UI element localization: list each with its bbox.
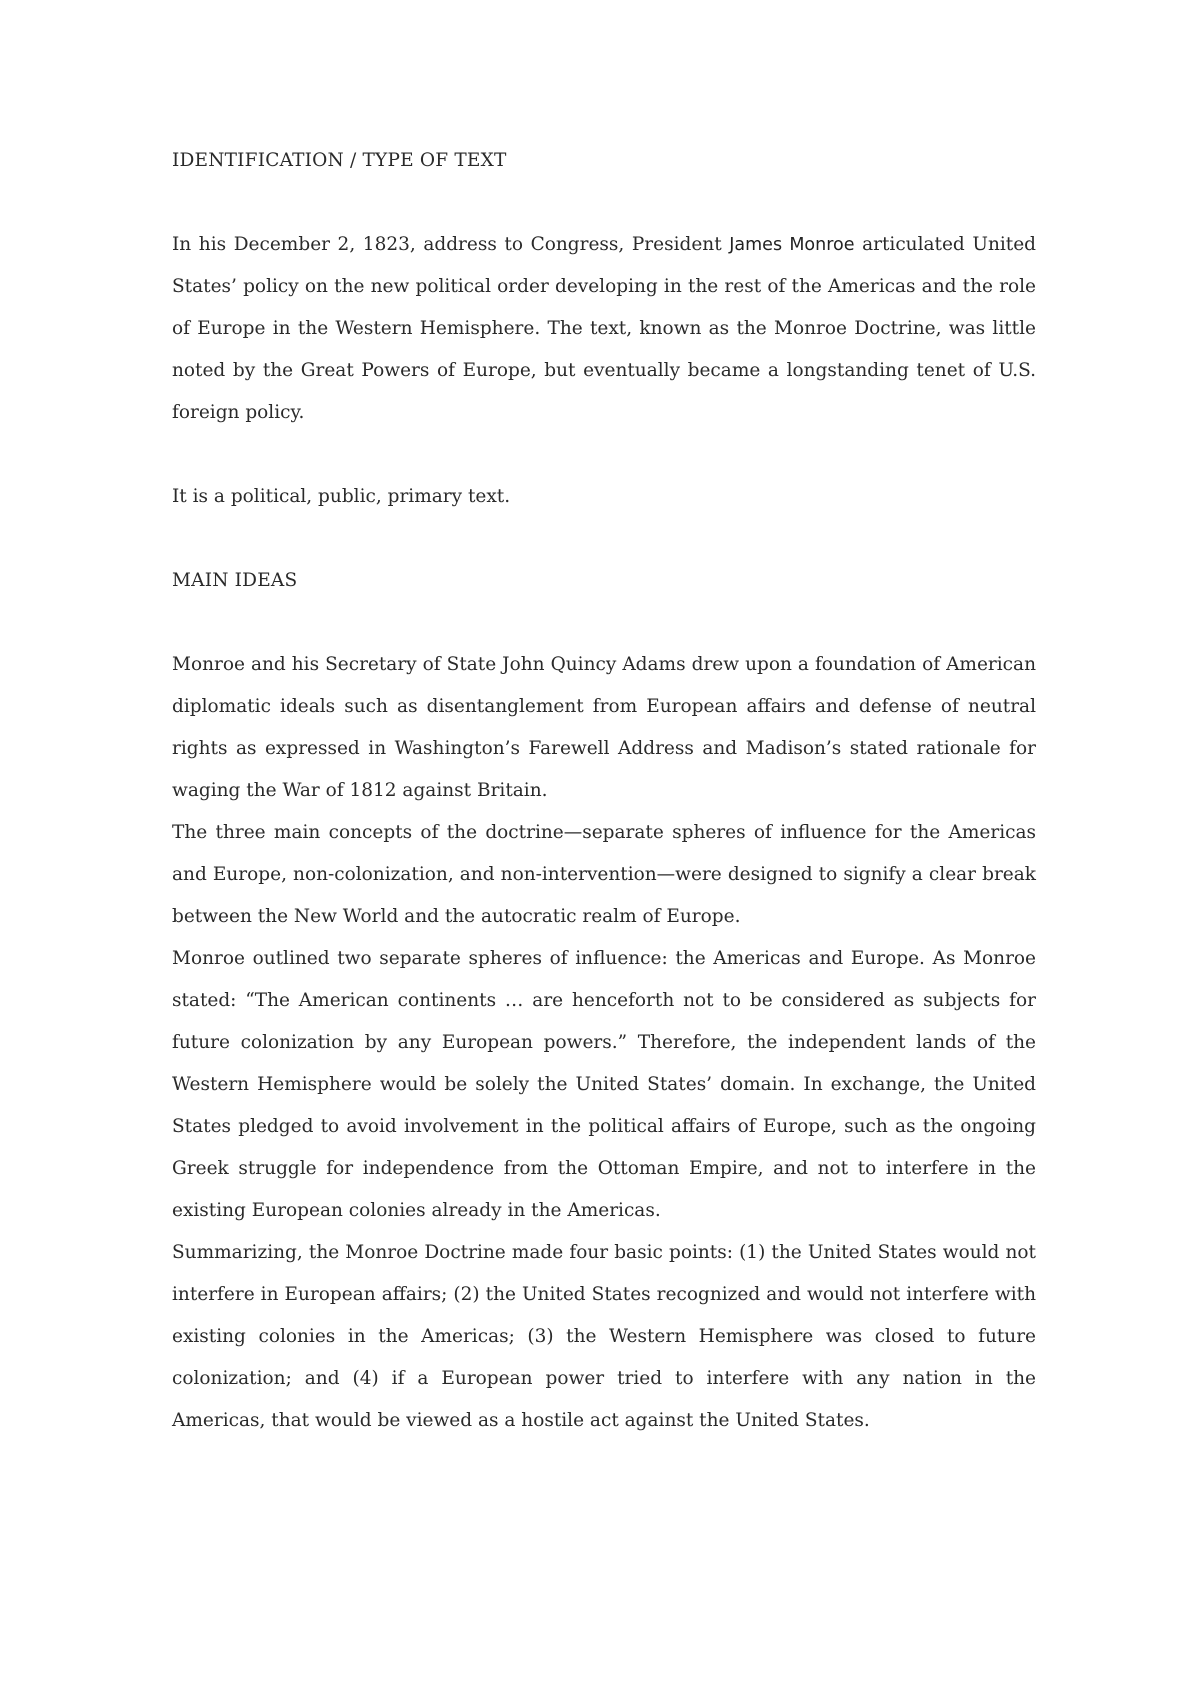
- document-body: [172, 140, 1036, 1442]
- paragraph-main-idea-3: Monroe outlined two separate spheres of influence: the Americas and Europe. As Monroe stated: “The American continents … are henceforth not to be considered as subjects for future colonization by any European powers.” Therefore, the independent lands of the Western Hemisphere would be solely the United States’ domain. In exchange, the United States pledged to avoid involvement in the political affairs of Europe, such as the ongoing Greek struggle for independence from the Ottoman Empire, and not to interfere in the existing European colonies already in the Americas.: [172, 948, 1036, 1221]
- section-heading-identification: IDENTIFICATION / TYPE OF TEXT: [172, 150, 507, 171]
- paragraph-identification: [172, 224, 1036, 434]
- paragraph-main-idea-4: Summarizing, the Monroe Doctrine made four basic points: (1) the United States would not interfere in European affairs; (2) the United States recognized and would not interfere with existing colonies in the Americas; (3) the Western Hemisphere was closed to future colonization; and (4) if a European power tried to interfere with any nation in the Americas, that would be viewed as a hostile act against the United States.: [172, 1242, 1036, 1431]
- section-heading-main-ideas: MAIN IDEAS: [172, 570, 298, 591]
- spacer: [172, 602, 1036, 644]
- spacer: [172, 434, 1036, 476]
- paragraph-main-idea-1: Monroe and his Secretary of State John Quincy Adams drew upon a foundation of American diplomatic ideals such as disentanglement from European affairs and defense of neutral rights as expressed in Washington’s Farewell Address and Madison’s stated rationale for waging the War of 1812 against Britain.: [172, 654, 1036, 801]
- paragraph-text: articulated United States’ policy on the new political order developing in the rest of the Americas and the role of Europe in the Western Hemisphere. The text, known as the Monroe Doctrine, was little noted by the Great Powers of Europe, but eventually became a longstanding tenet of U.S. foreign policy.: [172, 234, 1036, 423]
- spacer: [172, 518, 1036, 560]
- paragraph-text-type: It is a political, public, primary text.: [172, 486, 511, 507]
- spacer: [172, 182, 1036, 224]
- paragraph-text: In his December 2, 1823, address to Congress, President: [172, 234, 730, 255]
- person-name-james-monroe: James Monroe: [729, 235, 855, 255]
- paragraph-main-idea-2: The three main concepts of the doctrine—separate spheres of influence for the Americas and Europe, non-colonization, and non-intervention—were designed to signify a clear break between the New World and the autocratic realm of Europe.: [172, 822, 1036, 927]
